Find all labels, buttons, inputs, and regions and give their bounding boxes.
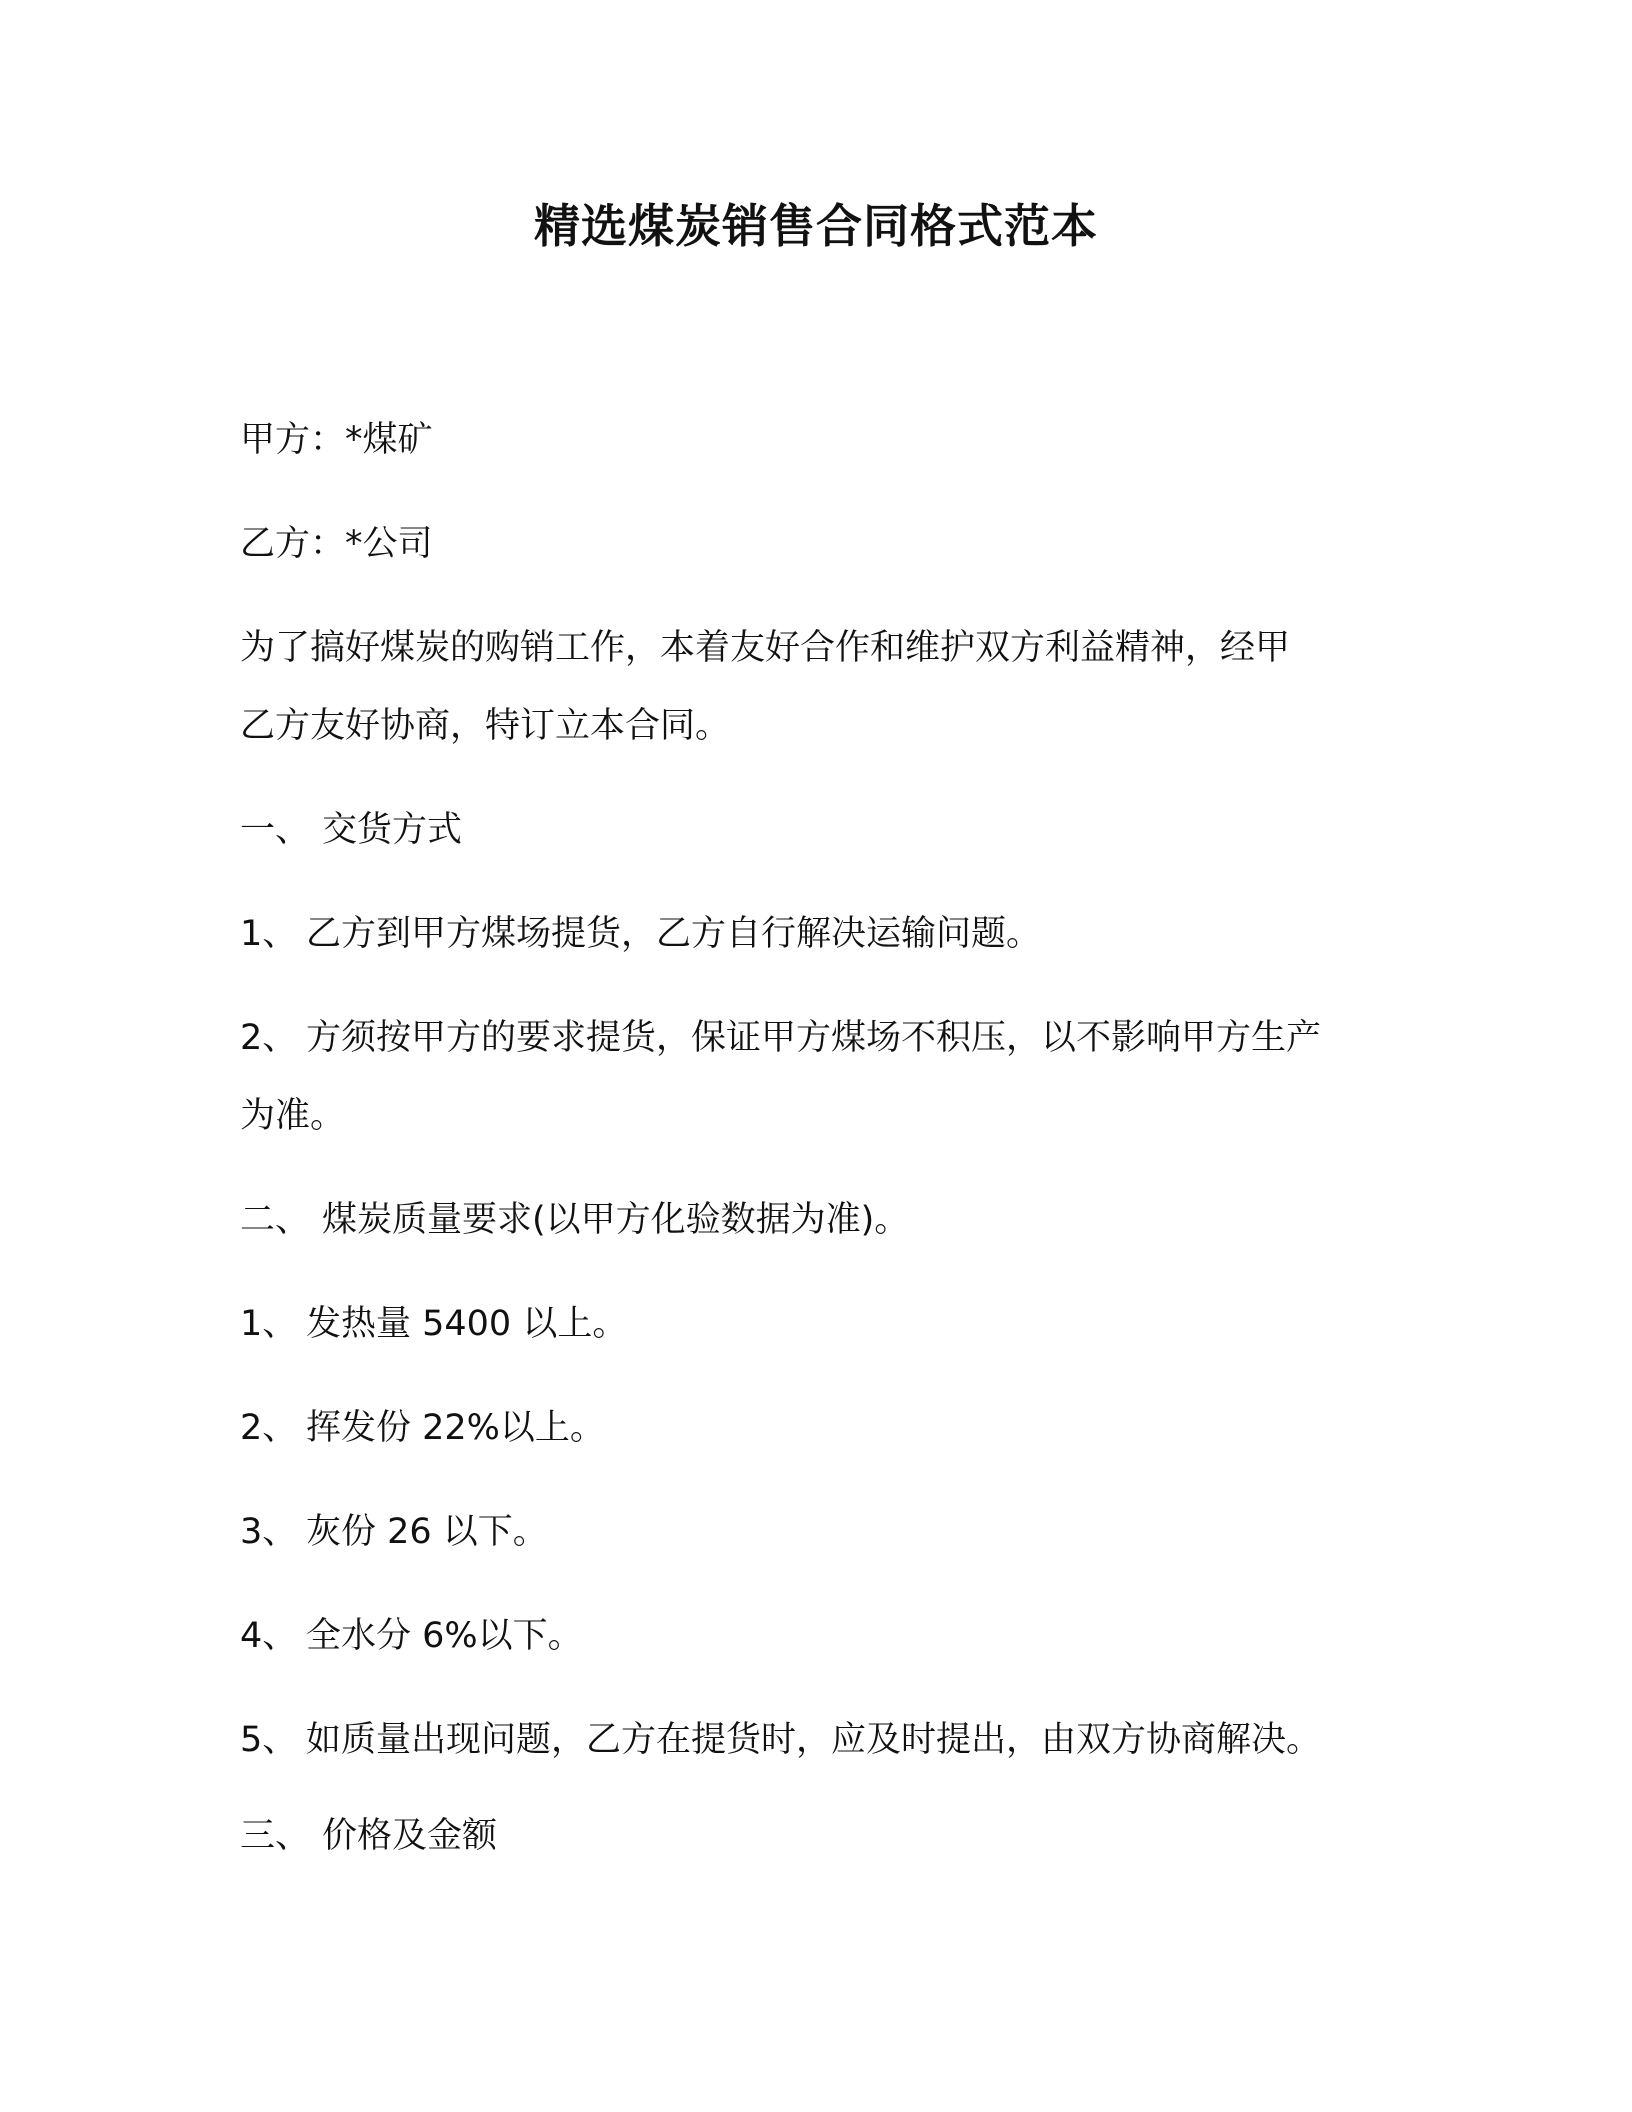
item-number: 3、 — [240, 1512, 298, 1552]
section-number: 三、 — [240, 1816, 311, 1856]
item-text: 全水分 6%以下。 — [306, 1616, 583, 1656]
intro-paragraph-line-1: 为了搞好煤炭的购销工作，本着友好合作和维护双方利益精神，经甲 — [240, 628, 1291, 668]
section-title: 价格及金额 — [322, 1816, 498, 1856]
item-number: 5、 — [240, 1720, 298, 1760]
section-title: 煤炭质量要求(以甲方化验数据为准)。 — [322, 1200, 910, 1240]
item-text: 如质量出现问题，乙方在提货时，应及时提出，由双方协商解决。 — [306, 1720, 1322, 1760]
list-item-continuation: 为准。 — [240, 1096, 346, 1136]
section-title: 交货方式 — [322, 810, 463, 850]
list-item — [240, 1406, 605, 1450]
section-heading-quality — [240, 1198, 909, 1242]
list-item — [240, 1718, 1321, 1762]
item-number: 1、 — [240, 914, 298, 954]
item-text: 乙方到甲方煤场提货，乙方自行解决运输问题。 — [306, 914, 1042, 954]
item-text: 挥发份 22%以上。 — [306, 1408, 605, 1448]
section-heading-delivery — [240, 808, 462, 852]
document-title: 精选煤炭销售合同格式范本 — [534, 199, 1098, 253]
intro-paragraph-line-2: 乙方友好协商，特订立本合同。 — [240, 706, 731, 746]
item-number: 2、 — [240, 1018, 298, 1058]
item-text: 灰份 26 以下。 — [306, 1512, 548, 1552]
list-item — [240, 912, 1041, 956]
item-number: 4、 — [240, 1616, 298, 1656]
section-heading-price — [240, 1814, 497, 1858]
party-b: 乙方：*公司 — [240, 524, 433, 564]
item-number: 1、 — [240, 1304, 298, 1344]
item-text: 发热量 5400 以上。 — [306, 1304, 628, 1344]
list-item — [240, 1614, 583, 1658]
list-item — [240, 1510, 548, 1554]
list-item — [240, 1302, 627, 1346]
section-number: 一、 — [240, 810, 311, 850]
item-number: 2、 — [240, 1408, 298, 1448]
item-text: 方须按甲方的要求提货，保证甲方煤场不积压，以不影响甲方生产 — [306, 1018, 1322, 1058]
section-number: 二、 — [240, 1200, 311, 1240]
party-a: 甲方：*煤矿 — [240, 420, 433, 460]
list-item — [240, 1016, 1321, 1060]
